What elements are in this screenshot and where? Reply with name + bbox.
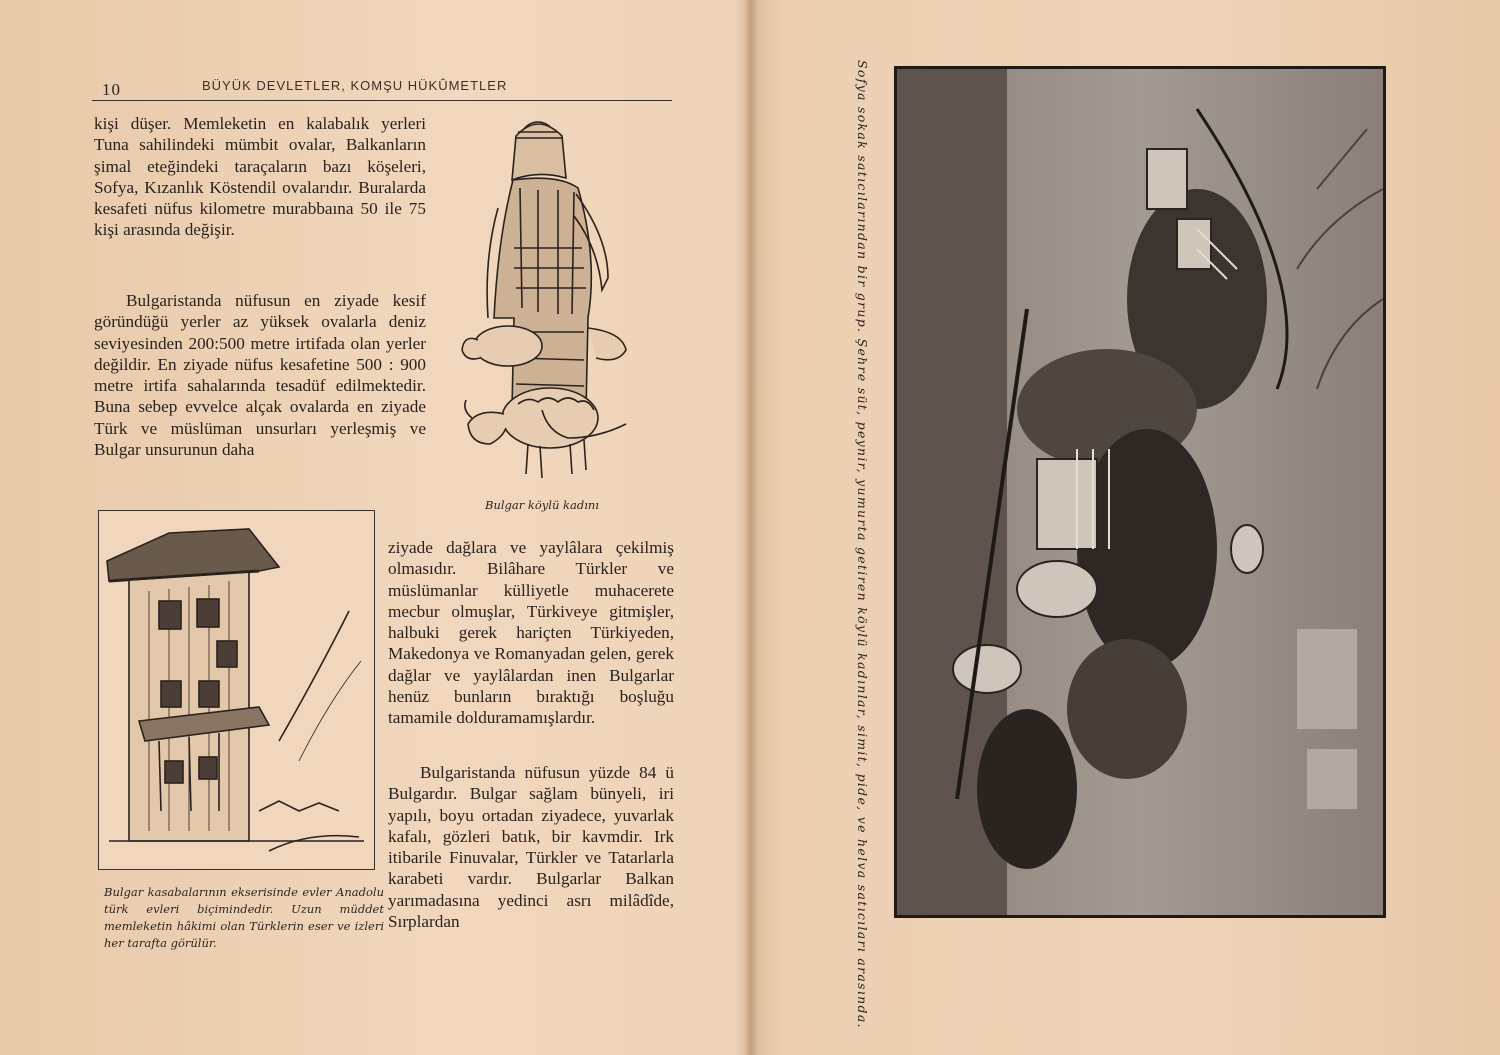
caption-peasant-woman: Bulgar köylü kadını <box>485 498 599 512</box>
page-number: 10 <box>102 80 121 99</box>
paragraph-text: Bulgaristanda nüfusun yüzde 84 ü Bulgardır. Bulgar sağlam bünyeli, iri yapılı, boyu ortadan ziyadece, yuvarlak kafalı, gözleri batık, bir kavmdir. Irk itibarile Finuvalar, Türkler ve Tatarlarla karabeti vardır. Bulgarlar Balkan yarımadasına yedinci asrı milâdîde, Sırplardan <box>388 763 674 932</box>
body-paragraph-2 <box>94 290 426 460</box>
caption-house: Bulgar kasabalarının ekserisinde evler Anadolu türk evleri biçimindedir. Uzun müddet memleketin hâkimi olan Türklerin eser ve izleri her tarafta görülür. <box>104 885 384 950</box>
body-paragraph-1 <box>94 113 426 241</box>
body-paragraph-4 <box>388 762 674 932</box>
body-paragraph-3 <box>388 537 674 729</box>
turkish-style-house-illustration <box>98 510 375 870</box>
paragraph-text: kişi düşer. Memleketin en kalabalık yerleri Tuna sahilindeki mümbit ovalar, Balkanların şimal eteğindeki taraçaların bazı köşeleri, Sofya, Kızanlık Köstendil ovalarıdır. Buralarda kesafeti nüfus kilometre murabbaına 50 ile 75 kişi arasında değişir. <box>94 114 426 240</box>
book-gutter <box>744 0 758 1055</box>
paragraph-text: Bulgaristanda nüfusun en ziyade kesif göründüğü yerler az yüksek ovalarla deniz seviyesinden 200:500 metre irtifada olan yerler değildir. En ziyade nüfus kesafetine 500 : 900 metre irtifa sahalarında tesadüf edilmektedir. Buna sebep evvelce alçak ovalarda en ziyade Türk ve müslüman unsurları yerleşmiş ve Bulgar unsurunun daha <box>94 291 426 460</box>
street-vendors-photo <box>894 66 1386 918</box>
paragraph-text: ziyade dağlara ve yaylâlara çekilmiş olmasıdır. Bilâhare Türkler ve müslümanlar külliyetle muhacerete mecbur olmuşlar, Türkiveye gitmişler, halbuki gerek hariçten Türkiyeden, Makedonya ve Romanyadan gelen, gerek dağlar ve yaylâlardan inen Bulgarlar henüz bunların bıraktığı boşluğu tamamile dolduramamışlardır. <box>388 538 674 728</box>
photo-content <box>897 69 1383 915</box>
photo-caption-vertical <box>838 60 878 1029</box>
page-header <box>92 76 672 101</box>
photo-caption-text: Sofya sokak satıcılarından bir grup. Şehre süt, peynir, yumurta getiren köylü kadınlar, simit, pide, ve helva satıcıları arasında. <box>855 60 870 1029</box>
peasant-woman-illustration <box>458 118 638 488</box>
running-title: BÜYÜK DEVLETLER, KOMŞU HÜKÛMETLER <box>202 78 508 93</box>
